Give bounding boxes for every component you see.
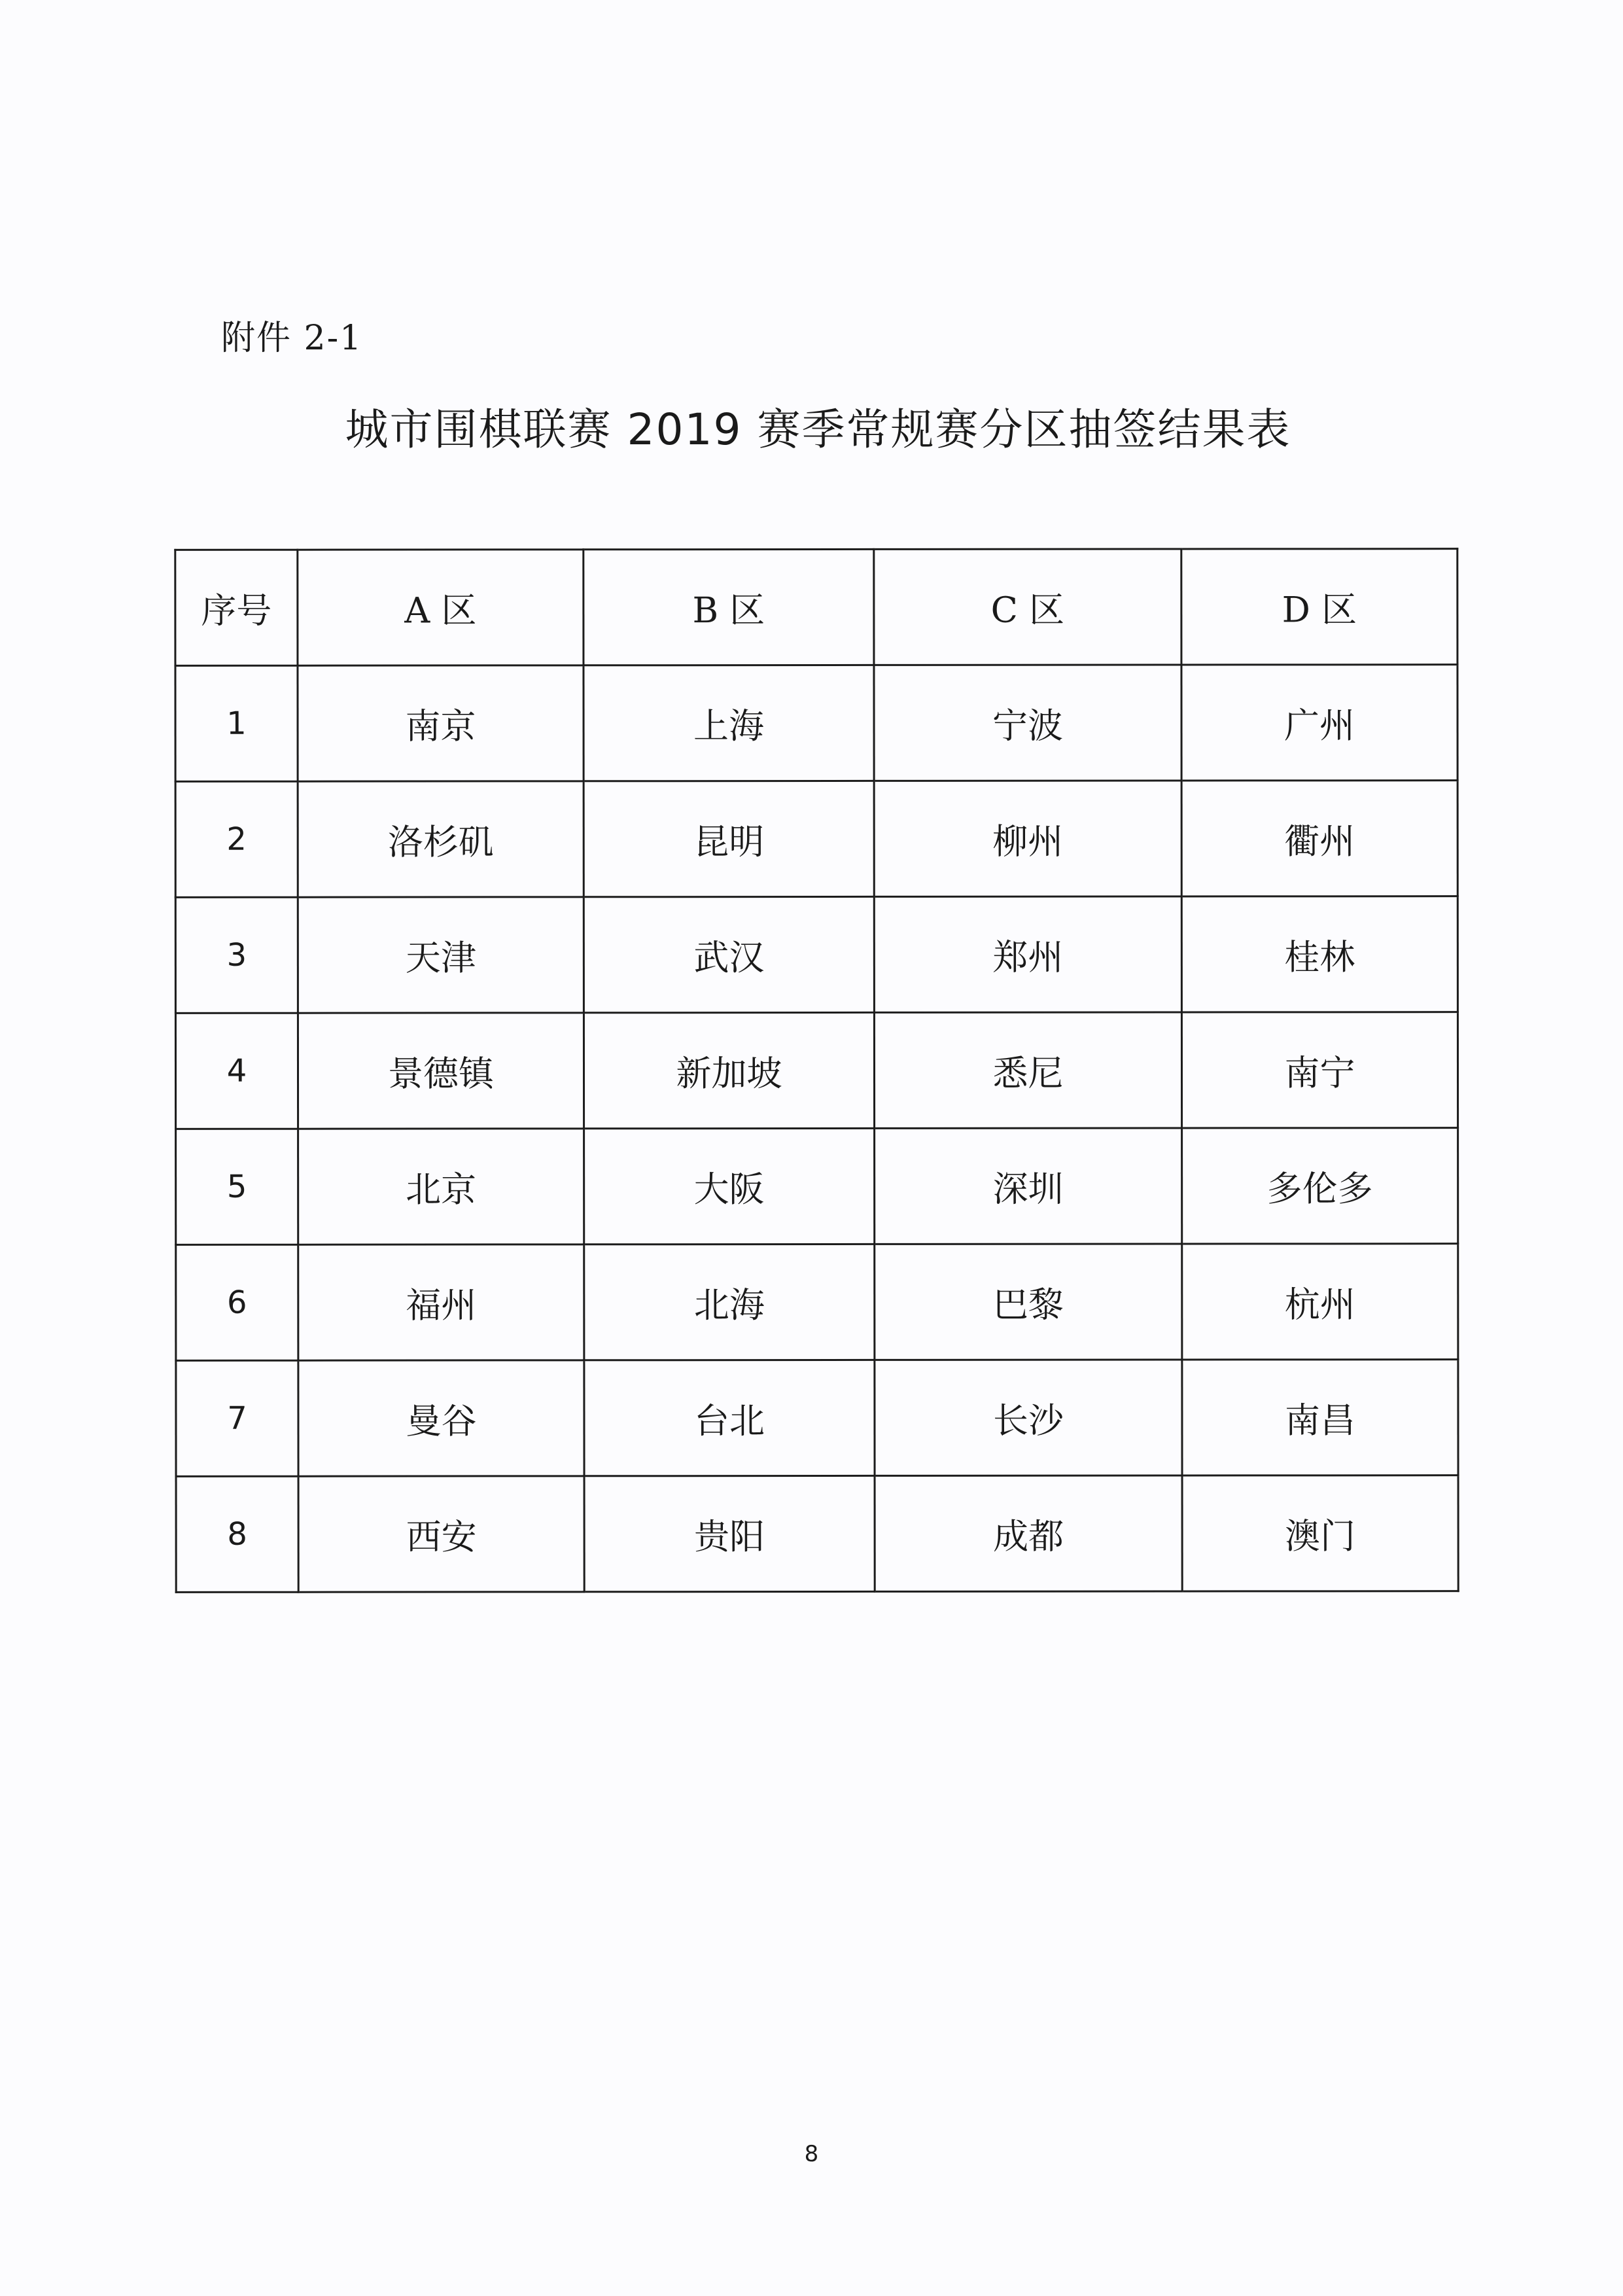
cell-seq: 4: [175, 1013, 298, 1129]
cell-zone-a: 北京: [298, 1129, 584, 1245]
table-row: [175, 781, 1457, 898]
cell-seq: 7: [176, 1360, 298, 1476]
cell-zone-d: 澳门: [1182, 1475, 1458, 1591]
cell-zone-b: 台北: [584, 1360, 875, 1475]
cell-zone-d: 衢州: [1181, 781, 1457, 896]
cell-zone-c: 长沙: [875, 1360, 1182, 1475]
cell-zone-b: 新加坡: [584, 1012, 874, 1128]
cell-zone-c: 悉尼: [874, 1012, 1181, 1128]
page-title: 城市围棋联赛 2019 赛季常规赛分区抽签结果表: [345, 404, 1291, 455]
cell-zone-b: 贵阳: [584, 1475, 875, 1591]
attachment-label: 附件 2-1: [221, 319, 363, 358]
header-zone-c: C 区: [874, 549, 1181, 665]
header-seq: 序号: [175, 550, 298, 665]
table-row: [175, 665, 1457, 782]
cell-zone-a: 曼谷: [298, 1360, 584, 1476]
cell-zone-d: 南昌: [1182, 1360, 1458, 1475]
header-zone-b: B 区: [584, 549, 874, 665]
cell-zone-c: 宁波: [874, 665, 1181, 781]
cell-seq: 1: [175, 665, 298, 781]
cell-zone-a: 西安: [298, 1476, 584, 1592]
cell-zone-d: 桂林: [1181, 896, 1457, 1012]
cell-zone-c: 巴黎: [875, 1244, 1182, 1360]
cell-zone-a: 福州: [298, 1245, 584, 1360]
page-number: 8: [804, 2141, 819, 2167]
cell-zone-b: 北海: [584, 1244, 875, 1360]
cell-zone-b: 大阪: [584, 1128, 875, 1244]
table-row: [176, 1475, 1458, 1593]
cell-seq: 2: [175, 781, 298, 897]
cell-zone-b: 武汉: [584, 896, 874, 1012]
cell-zone-b: 上海: [584, 665, 874, 781]
table-row: [175, 1012, 1457, 1129]
cell-zone-c: 郑州: [874, 896, 1181, 1012]
header-zone-a: A 区: [298, 550, 584, 665]
cell-zone-d: 多伦多: [1182, 1128, 1458, 1244]
cell-zone-a: 天津: [298, 897, 584, 1013]
cell-zone-a: 洛杉矶: [298, 781, 584, 897]
cell-zone-c: 深圳: [875, 1128, 1182, 1244]
cell-zone-b: 昆明: [584, 781, 874, 896]
table-row: [176, 1244, 1458, 1361]
cell-seq: 5: [176, 1129, 298, 1245]
table-row: [176, 1128, 1458, 1245]
table-header-row: [175, 549, 1457, 666]
cell-zone-d: 南宁: [1181, 1012, 1457, 1128]
cell-seq: 3: [175, 897, 298, 1013]
cell-seq: 8: [176, 1476, 298, 1592]
header-zone-d: D 区: [1181, 549, 1457, 665]
cell-zone-c: 成都: [875, 1475, 1182, 1591]
cell-zone-a: 景德镇: [298, 1013, 584, 1129]
cell-seq: 6: [176, 1245, 298, 1360]
table-row: [176, 1360, 1458, 1477]
cell-zone-a: 南京: [298, 665, 584, 781]
cell-zone-d: 杭州: [1182, 1244, 1458, 1360]
table-row: [175, 896, 1457, 1014]
cell-zone-d: 广州: [1181, 665, 1457, 781]
draw-results-table: [174, 548, 1459, 1593]
cell-zone-c: 柳州: [874, 781, 1181, 896]
